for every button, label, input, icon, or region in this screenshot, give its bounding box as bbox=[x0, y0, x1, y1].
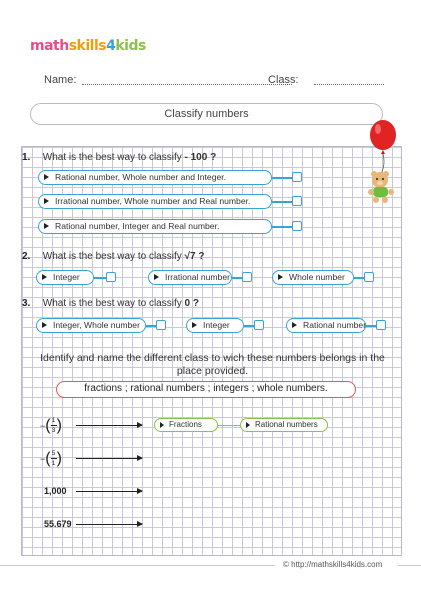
footer-url[interactable]: © http://mathskills4kids.com bbox=[283, 560, 383, 569]
option-connector bbox=[244, 325, 254, 327]
footer-divider bbox=[398, 565, 421, 566]
question-number: 2. bbox=[22, 251, 31, 262]
arrow-item-3 bbox=[76, 491, 142, 492]
option-label: Irrational number, Whole number and Real number. bbox=[55, 196, 251, 206]
instruction-text: Identify and name the different class to wich these numbers belongs in the place provided. bbox=[40, 352, 385, 377]
option-label: Rational number, Whole number and Integer. bbox=[55, 172, 227, 182]
checkbox-q1-a[interactable] bbox=[292, 172, 302, 182]
question-text: What is the best way to classify bbox=[42, 298, 182, 309]
question-value: √7 ? bbox=[184, 251, 205, 262]
checkbox-q3-a[interactable] bbox=[156, 320, 166, 330]
balloon-bear-icon bbox=[366, 120, 416, 205]
checkbox-q2-b[interactable] bbox=[242, 272, 252, 282]
fraction-denominator: 1 bbox=[51, 460, 56, 467]
fraction-sign: − bbox=[40, 453, 46, 464]
name-label: Name: bbox=[44, 74, 77, 86]
play-triangle-icon bbox=[44, 223, 49, 229]
option-connector bbox=[272, 177, 292, 179]
checkbox-q1-b[interactable] bbox=[292, 196, 302, 206]
option-label: Rational number bbox=[303, 320, 367, 330]
answer-fractions[interactable] bbox=[154, 418, 218, 432]
fraction-numerator: 5 bbox=[51, 450, 56, 457]
item-fraction-2: − ( 5 1 ) bbox=[40, 449, 62, 467]
fraction-numerator: 1 bbox=[51, 417, 56, 424]
logo-text-math: math bbox=[30, 38, 69, 54]
item-fraction-1: − ( 1 3 ) bbox=[40, 416, 62, 434]
answer-connector bbox=[218, 425, 240, 426]
question-text: What is the best way to classify bbox=[42, 152, 182, 163]
play-triangle-icon bbox=[44, 174, 49, 180]
question-number: 1. bbox=[22, 152, 31, 163]
option-q3-b[interactable] bbox=[186, 318, 244, 333]
question-2 bbox=[22, 251, 204, 262]
answer-rational-numbers[interactable] bbox=[240, 418, 328, 432]
play-triangle-icon bbox=[160, 422, 164, 428]
item-number-1000: 1,000 bbox=[44, 486, 67, 496]
logo-text-skills: skills bbox=[68, 38, 107, 54]
option-label: Irrational number bbox=[165, 272, 230, 282]
footer-divider bbox=[0, 565, 275, 566]
fraction-sign: − bbox=[40, 420, 46, 431]
option-connector bbox=[366, 325, 376, 327]
option-connector bbox=[272, 226, 292, 228]
play-triangle-icon bbox=[246, 422, 250, 428]
option-q1-b[interactable] bbox=[38, 194, 272, 209]
option-label: Integer bbox=[53, 272, 80, 282]
option-connector bbox=[146, 325, 156, 327]
option-label: Integer, Whole number bbox=[53, 320, 140, 330]
question-number: 3. bbox=[22, 298, 31, 309]
option-q2-a[interactable] bbox=[36, 270, 94, 285]
checkbox-q2-a[interactable] bbox=[106, 272, 116, 282]
question-1 bbox=[22, 152, 216, 163]
logo-text-4: 4 bbox=[106, 38, 116, 54]
question-value: 0 ? bbox=[184, 298, 199, 309]
name-field[interactable] bbox=[82, 84, 292, 85]
arrow-item-1 bbox=[76, 425, 142, 426]
option-q2-c[interactable] bbox=[272, 270, 354, 285]
option-connector bbox=[232, 277, 242, 279]
option-connector bbox=[354, 277, 364, 279]
option-connector bbox=[94, 277, 106, 279]
option-connector bbox=[272, 201, 292, 203]
class-field[interactable] bbox=[314, 84, 384, 85]
checkbox-q2-c[interactable] bbox=[364, 272, 374, 282]
checkbox-q1-c[interactable] bbox=[292, 221, 302, 231]
play-triangle-icon bbox=[278, 274, 283, 280]
word-bank: fractions ; rational numbers ; integers ; whole numbers. bbox=[56, 381, 356, 398]
question-value: - 100 ? bbox=[184, 152, 217, 163]
play-triangle-icon bbox=[44, 198, 49, 204]
answer-label: Rational numbers bbox=[255, 420, 318, 429]
arrow-item-2 bbox=[76, 458, 142, 459]
question-3 bbox=[22, 298, 199, 309]
worksheet-title: Classify numbers bbox=[30, 103, 383, 125]
name-class-row bbox=[44, 74, 389, 90]
brand-logo bbox=[30, 38, 146, 54]
play-triangle-icon bbox=[154, 274, 159, 280]
item-number-55-679: 55.679 bbox=[44, 519, 72, 529]
option-q2-b[interactable] bbox=[148, 270, 232, 285]
logo-text-kids: kids bbox=[115, 38, 146, 54]
option-label: Rational number, Integer and Real number. bbox=[55, 221, 220, 231]
checkbox-q3-b[interactable] bbox=[254, 320, 264, 330]
option-label: Whole number bbox=[289, 272, 345, 282]
play-triangle-icon bbox=[42, 322, 47, 328]
option-q3-a[interactable] bbox=[36, 318, 146, 333]
question-text: What is the best way to classify bbox=[42, 251, 182, 262]
play-triangle-icon bbox=[42, 274, 47, 280]
arrow-item-4 bbox=[76, 524, 142, 525]
option-q1-a[interactable] bbox=[38, 170, 272, 185]
option-q1-c[interactable] bbox=[38, 219, 272, 234]
fraction-denominator: 3 bbox=[51, 427, 56, 434]
answer-label: Fractions bbox=[169, 420, 202, 429]
checkbox-q3-c[interactable] bbox=[376, 320, 386, 330]
play-triangle-icon bbox=[292, 322, 297, 328]
option-q3-c[interactable] bbox=[286, 318, 366, 333]
play-triangle-icon bbox=[192, 322, 197, 328]
class-label: Class: bbox=[268, 74, 299, 86]
option-label: Integer bbox=[203, 320, 230, 330]
